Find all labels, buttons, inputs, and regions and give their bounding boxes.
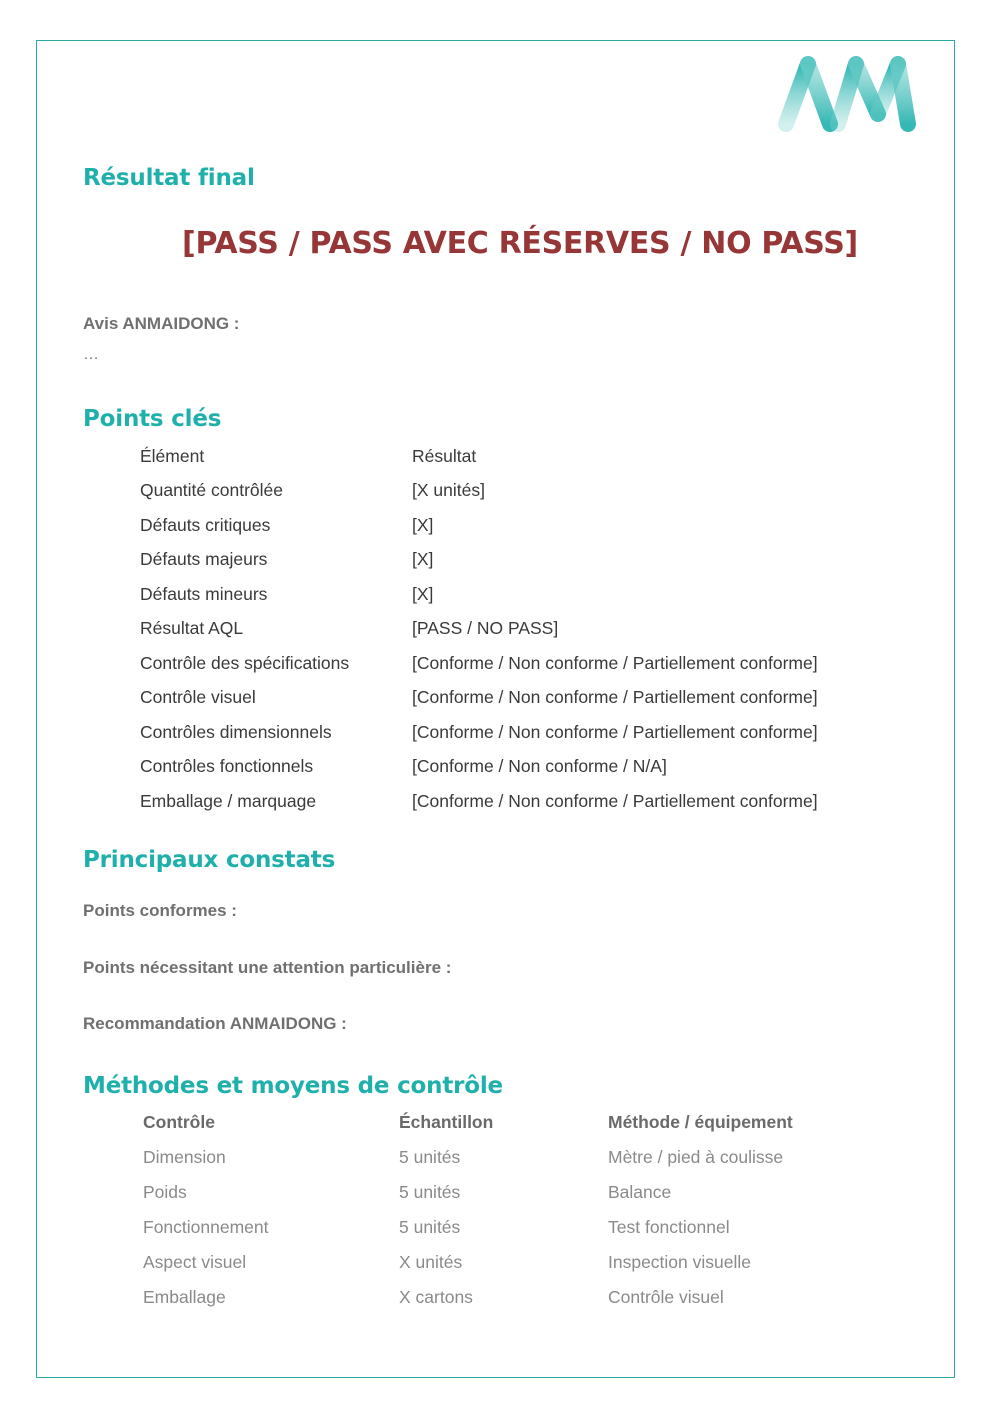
header-element: Élément <box>140 446 205 466</box>
header-echantillon: Échantillon <box>399 1112 494 1132</box>
row-element: Contrôle visuel <box>140 687 256 707</box>
row-methode: Inspection visuelle <box>608 1252 751 1272</box>
row-echantillon: X cartons <box>399 1287 473 1307</box>
row-echantillon: 5 unités <box>399 1147 461 1167</box>
row-controle: Aspect visuel <box>143 1252 247 1272</box>
row-element: Contrôles dimensionnels <box>140 722 332 742</box>
row-element: Quantité contrôlée <box>140 480 284 500</box>
row-echantillon: 5 unités <box>399 1182 461 1202</box>
methodes-heading: Méthodes et moyens de contrôle <box>83 1073 503 1099</box>
row-controle: Poids <box>143 1182 187 1202</box>
row-element: Résultat AQL <box>140 618 244 638</box>
row-resultat: [PASS / NO PASS] <box>412 618 559 638</box>
header-methode: Méthode / équipement <box>608 1112 793 1132</box>
resultat-heading: Résultat final <box>83 165 255 191</box>
row-element: Emballage / marquage <box>140 791 317 811</box>
header-controle: Contrôle <box>143 1112 215 1132</box>
avis-value: … <box>83 346 99 363</box>
row-echantillon: X unités <box>399 1252 463 1272</box>
row-resultat: [X] <box>412 515 434 535</box>
anmaidong-logo <box>776 52 920 136</box>
row-resultat: [Conforme / Non conforme / Partiellement conforme] <box>412 722 818 742</box>
row-methode: Test fonctionnel <box>608 1217 730 1237</box>
row-controle: Emballage <box>143 1287 226 1307</box>
row-echantillon: 5 unités <box>399 1217 461 1237</box>
row-element: Contrôle des spécifications <box>140 653 350 673</box>
points-attention-label: Points nécessitant une attention particulière : <box>83 958 452 977</box>
row-resultat: [Conforme / Non conforme / Partiellement conforme] <box>412 791 818 811</box>
row-resultat: [Conforme / Non conforme / Partiellement conforme] <box>412 653 818 673</box>
points-conformes-label: Points conformes : <box>83 901 237 920</box>
row-resultat: [X] <box>412 584 434 604</box>
row-element: Contrôles fonctionnels <box>140 756 314 776</box>
row-element: Défauts mineurs <box>140 584 268 604</box>
points-cles-heading: Points clés <box>83 406 222 432</box>
row-resultat: [X unités] <box>412 480 485 500</box>
row-methode: Balance <box>608 1182 672 1202</box>
header-resultat: Résultat <box>412 446 477 466</box>
avis-label: Avis ANMAIDONG : <box>83 314 240 333</box>
row-methode: Contrôle visuel <box>608 1287 724 1307</box>
row-controle: Dimension <box>143 1147 226 1167</box>
row-element: Défauts critiques <box>140 515 271 535</box>
row-element: Défauts majeurs <box>140 549 268 569</box>
row-resultat: [Conforme / Non conforme / N/A] <box>412 756 667 776</box>
row-methode: Mètre / pied à coulisse <box>608 1147 784 1167</box>
row-resultat: [X] <box>412 549 434 569</box>
recommandation-label: Recommandation ANMAIDONG : <box>83 1014 347 1033</box>
verdict-text: [PASS / PASS AVEC RÉSERVES / NO PASS] <box>182 226 858 261</box>
constats-heading: Principaux constats <box>83 847 336 873</box>
row-resultat: [Conforme / Non conforme / Partiellement conforme] <box>412 687 818 707</box>
row-controle: Fonctionnement <box>143 1217 269 1237</box>
